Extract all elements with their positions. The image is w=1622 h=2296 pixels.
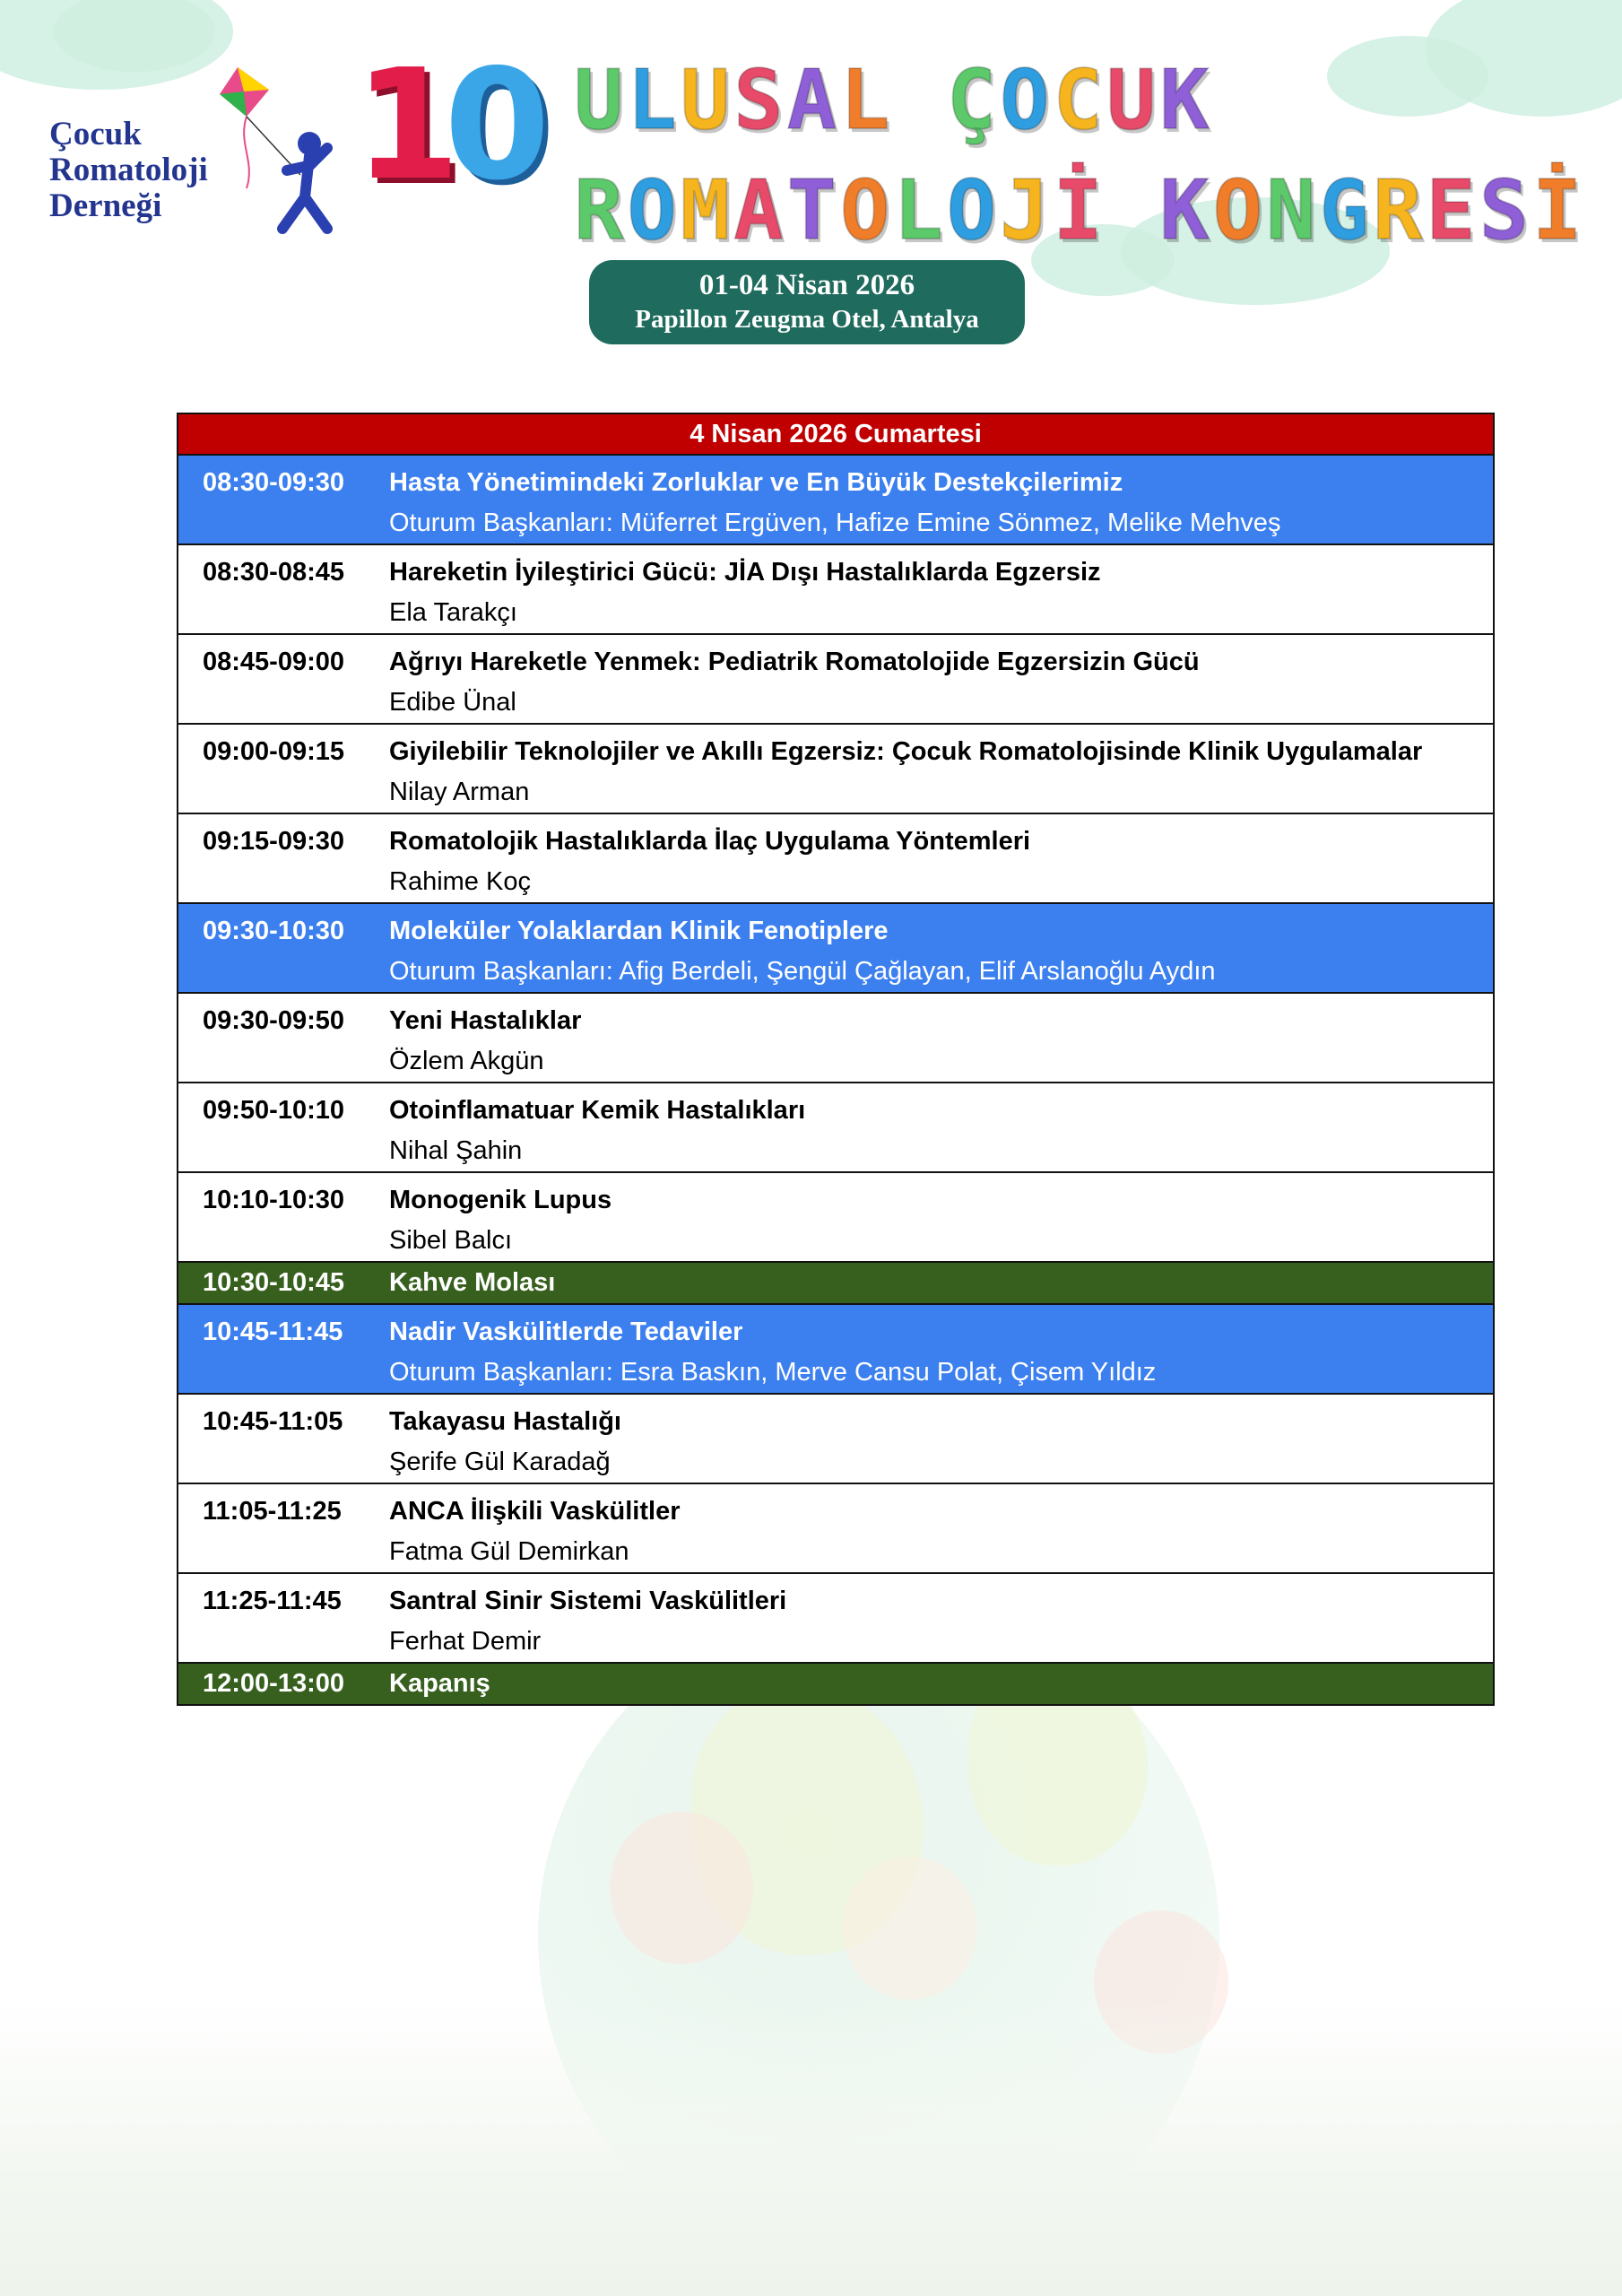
break-title: Kapanış [389,1669,490,1698]
talk-title: Otoinflamatuar Kemik Hastalıkları [389,1096,806,1125]
time-slot: 11:25-11:45 [203,1587,342,1615]
table-row [178,545,1493,635]
talk-title: Ağrıyı Hareketle Yenmek: Pediatrik Romatolojide Egzersizin Gücü [389,648,1200,676]
talk-title: Santral Sinir Sistemi Vaskülitleri [389,1587,787,1615]
speaker-name: Şerife Gül Karadağ [389,1448,611,1476]
venue-badge [589,260,1025,344]
edition-number-text: 10 [354,37,534,214]
row-content [389,1664,1493,1704]
talk-title: Hareketin İyileştirici Gücü: JİA Dışı Hastalıklarda Egzersiz [389,558,1101,587]
talk-title: Monogenik Lupus [389,1186,612,1214]
row-content [389,1263,1493,1303]
time-slot: 09:50-10:10 [203,1096,344,1125]
time-slot: 12:00-13:00 [203,1669,344,1698]
speaker-name: Edibe Ünal [389,688,516,717]
speaker-name: Fatma Gül Demirkan [389,1537,629,1566]
table-row [178,994,1493,1083]
congress-title-text: ULUSAL ÇOCUK [574,52,1213,148]
table-row [178,456,1493,545]
row-content [389,1173,1493,1261]
row-content [389,994,1493,1082]
time-slot: 09:00-09:15 [203,737,344,766]
congress-title-line-1 [574,52,1213,148]
time-slot: 08:30-08:45 [203,558,344,587]
association-logo [49,63,318,242]
congress-venue: Papillon Zeugma Otel, Antalya [635,305,979,334]
session-title: Moleküler Yolaklardan Klinik Fenotiplere [389,917,889,945]
talk-title: Yeni Hastalıklar [389,1006,582,1035]
time-slot: 10:45-11:05 [203,1407,343,1436]
time-slot: 10:30-10:45 [203,1268,344,1297]
table-row [178,1173,1493,1263]
speaker-name: Nihal Şahin [389,1136,523,1165]
table-row [178,1263,1493,1305]
row-content [389,456,1493,544]
talk-title: ANCA İlişkili Vaskülitler [389,1497,681,1526]
row-content [389,725,1493,813]
speaker-name: Özlem Akgün [389,1047,544,1075]
background-grass [0,2000,1622,2296]
time-slot: 08:45-09:00 [203,648,344,676]
kite-runner-icon [184,63,345,242]
table-row [178,1484,1493,1574]
row-content [389,635,1493,723]
table-row [178,1083,1493,1173]
row-content [389,1484,1493,1572]
session-chairs: Oturum Başkanları: Müferret Ergüven, Hafize Emine Sönmez, Melike Mehveş [389,509,1281,537]
background-cloud [1327,36,1488,117]
session-title: Hasta Yönetimindeki Zorluklar ve En Büyük Destekçilerimiz [389,468,1123,497]
speaker-name: Nilay Arman [389,778,530,806]
speaker-name: Rahime Koç [389,867,531,896]
congress-title-text: ROMATOLOJİ KONGRESİ [574,162,1586,258]
speaker-name: Sibel Balcı [389,1226,513,1255]
time-slot: 09:30-10:30 [203,917,344,945]
table-row [178,635,1493,725]
row-content [389,1305,1493,1393]
congress-dates: 01-04 Nisan 2026 [698,269,915,301]
time-slot: 09:30-09:50 [203,1006,344,1035]
row-content [389,545,1493,633]
table-row [178,904,1493,994]
table-row [178,1664,1493,1704]
table-row [178,1395,1493,1484]
table-row [178,814,1493,904]
time-slot: 10:10-10:30 [203,1186,344,1214]
table-row [178,1574,1493,1664]
speaker-name: Ela Tarakçı [389,598,517,627]
background-child-figure [610,1812,753,1964]
schedule-table [177,413,1495,1706]
background-child-figure [843,1857,977,2000]
time-slot: 09:15-09:30 [203,827,344,856]
time-slot: 08:30-09:30 [203,468,344,497]
row-content [389,1574,1493,1662]
table-row [178,1305,1493,1395]
table-row [178,725,1493,814]
session-chairs: Oturum Başkanları: Esra Baskın, Merve Cansu Polat, Çisem Yıldız [389,1358,1157,1387]
row-content [389,1083,1493,1171]
talk-title: Takayasu Hastalığı [389,1407,621,1436]
logo-text: Çocuk Romatoloji Derneği [49,116,208,224]
row-content [389,904,1493,992]
time-slot: 11:05-11:25 [203,1497,342,1526]
congress-title-line-2 [574,162,1586,258]
break-title: Kahve Molası [389,1268,556,1297]
row-content [389,814,1493,902]
session-chairs: Oturum Başkanları: Afig Berdeli, Şengül Çağlayan, Elif Arslanoğlu Aydın [389,957,1216,986]
session-title: Nadir Vaskülitlerde Tedaviler [389,1318,743,1346]
time-slot: 10:45-11:45 [203,1318,343,1346]
speaker-name: Ferhat Demir [389,1627,542,1656]
day-header: 4 Nisan 2026 Cumartesi [178,414,1493,456]
row-content [389,1395,1493,1483]
talk-title: Romatolojik Hastalıklarda İlaç Uygulama Yöntemleri [389,827,1031,856]
talk-title: Giyilebilir Teknolojiler ve Akıllı Egzersiz: Çocuk Romatolojisinde Klinik Uygulamalar [389,737,1423,766]
edition-number [354,37,534,214]
